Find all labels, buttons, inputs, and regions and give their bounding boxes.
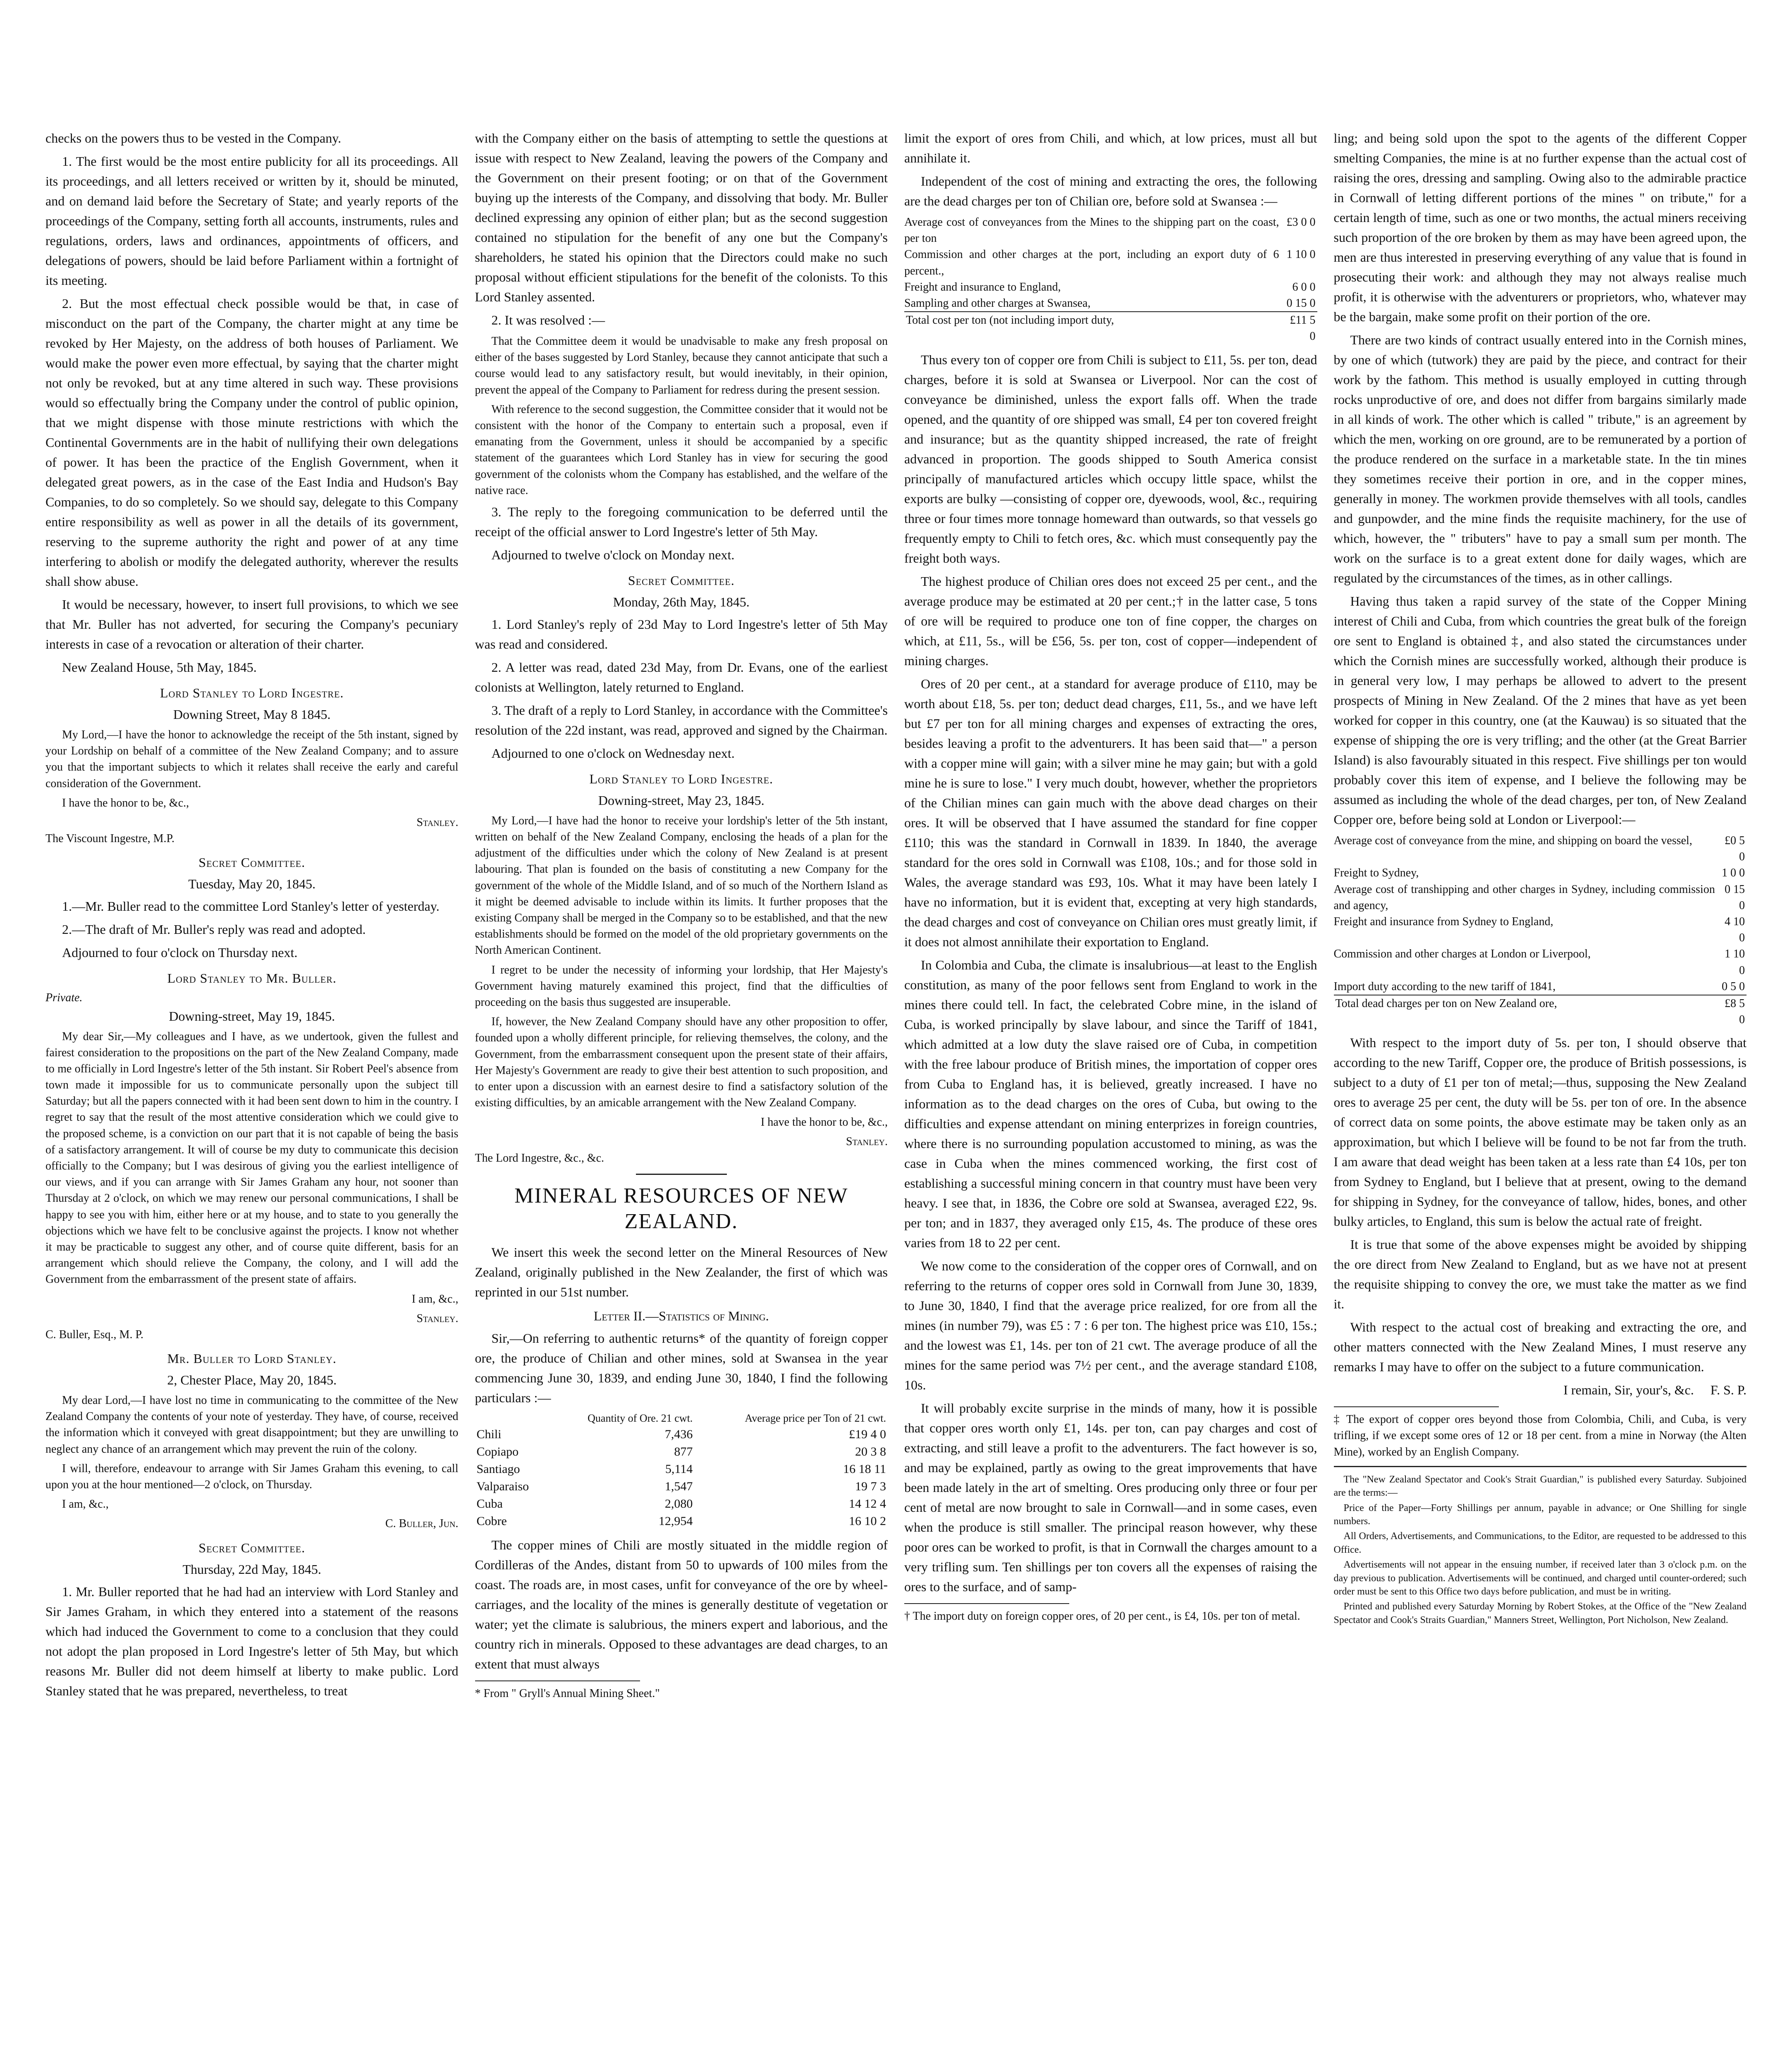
table-row [1334, 881, 1747, 914]
notice-line: Advertisements will not appear in the ensuing number, if received later than 3 o'clock p.m. on the day previous to publication. Advertisements will be continued, and charged until counter-ordered; such order must be sent to this Office two days before publication, and must be in writing. [1333, 1559, 1747, 1597]
minute: Adjourned to four o'clock on Thursday next. [62, 945, 298, 960]
letter-body: I will, therefore, endeavour to arrange with Sir James Graham this evening, to call upon you at the hour mentioned—2 o'clock, on Thursday. [45, 1462, 459, 1491]
table-row [904, 246, 1317, 279]
table-row [475, 1461, 888, 1478]
footnote-rule [1334, 1406, 1499, 1407]
cost-label: Commission and other charges at London or Liverpool, [1333, 948, 1591, 961]
private-label: Private. [45, 991, 83, 1005]
dateline: Downing-street, May 23, 1845. [598, 792, 765, 808]
cost-label: Freight and insurance to England, [904, 280, 1061, 294]
section-heading: Lord Stanley to Lord Ingestre. [589, 771, 774, 786]
closing-phrase: I remain, Sir, your's, &c. [1563, 1382, 1694, 1398]
table-cell-price: 20 3 8 [855, 1444, 886, 1458]
paragraph: Thus every ton of copper ore from Chili is subject to £11, 5s. per ton, dead charges, before it is sold at Swansea or Liverpool. Nor can the cost of conveyance be diminished, unless the export falls off. When the trade opened, and the quantity of ore shipped was small, £4 per ton covered freight and insurance; but as the quantity shipped increased, the rate of freight advanced in proportion. The goods shipped to South America consist principally of manufactured articles which occupy little space, whilst the exports are bulky —consisting of copper ore, dyewoods, wool, &c., requiring three or four times more tonnage homeward than outwards, so that vessels go frequently empty to Chili to fetch ores, &c. which must consequently pay the freight both ways. [904, 352, 1317, 566]
signature: C. Buller, Jun. [385, 1517, 459, 1530]
paragraph: We now come to the consideration of the copper ores of Cornwall, and on referring to the returns of copper ores sold in Cornwall from June 30, 1839, to June 30, 1840, I find that the average price realized, for ore from all the mines (in number 79), was £5 : 7 : 6 per ton. The highest price was £10, 15s.; and the lowest was £1, 14s. per ton of 21 cwt. The average produce of all the mines for the same period was 7½ per cent., and the average standard £108, 10s. [904, 1258, 1317, 1392]
paragraph: The copper mines of Chili are mostly situated in the middle region of Cordilleras of the Andes, distant from 50 to upwards of 100 miles from the coast. The roads are, in most cases, unfit for conveyance of the ore by wheel-carriages, and the locality of the mines is generally destitute of vegetation or water; yet the climate is salubrious, the miners expert and laborious, and the country rich in minerals. Opposed to these advantages are dead charges, to an extent that must always [475, 1537, 888, 1671]
cost-label: Freight and insurance from Sydney to England, [1333, 915, 1553, 928]
paragraph: checks on the powers thus to be vested in the Company. [45, 131, 342, 146]
paragraph: It is true that some of the above expenses might be avoided by shipping the ore direct from New Zealand to England, but as we have not at present the requisite shipping to convey the ore, we must take the matter as we find it. [1333, 1237, 1747, 1312]
cost-value: £0 5 0 [1725, 834, 1745, 864]
addressee: C. Buller, Esq., M. P. [45, 1328, 143, 1341]
cost-value: 1 10 0 [1286, 248, 1316, 261]
table-body [475, 1426, 888, 1530]
section-heading: Secret Committee. [628, 573, 735, 588]
section-heading: Lord Stanley to Lord Ingestre. [160, 685, 344, 700]
cost-label: Sampling and other charges at Swansea, [904, 296, 1091, 310]
letter-close [1334, 1380, 1747, 1400]
table-total-row [1334, 995, 1747, 1028]
total-value: £8 5 0 [1717, 995, 1747, 1028]
chilian-cost-table [904, 214, 1317, 345]
new-zealand-cost-table [1334, 833, 1747, 1028]
table-cell-price: £19 4 0 [849, 1427, 886, 1441]
paragraph: With respect to the import duty of 5s. per ton, I should observe that according to the new Tariff, Copper ore, the produce of British possessions, is subject to a duty of £1 per ton of metal;—thus, supposing the New Zealand ores to average 25 per cent, the duty will be 5s. per ton of ore. In the absence of correct data on some points, the above estimate may be taken only as an approximation, but which I believe will be found to be not far from the truth. I am aware that dead weight has been taken at a less rate than £4 10s, per ton from Sydney to England, but I believe that at present, owing to the demand for shipping in Sydney, for the conveyance of tallow, hides, bones, and other bulky articles, to England, this sum is below the actual rate of freight. [1333, 1035, 1747, 1229]
footnote-rule [904, 1603, 1069, 1604]
cost-value: 0 5 0 [1722, 980, 1745, 993]
cost-value: 4 10 0 [1725, 915, 1745, 945]
table-cell-place: Cobre [476, 1514, 507, 1528]
table-cell-price: 16 10 2 [849, 1514, 886, 1528]
paragraph: With respect to the actual cost of breaking and extracting the ore, and other matters connected with the New Zealand Mines, I must reserve any remarks I may have to offer on the subject to a future communication. [1333, 1320, 1747, 1375]
section-heading: Secret Committee. [198, 1540, 306, 1555]
table-header-place [475, 1411, 550, 1426]
table-total-row [904, 312, 1317, 344]
letter-body: I regret to be under the necessity of informing your lordship, that Her Majesty's Government having maturely examined this project, find that the difficulties of proceeding on the basis thus suggested are insuperable. [475, 963, 888, 1009]
cost-label: Freight to Sydney, [1333, 866, 1419, 880]
table-cell-quantity: 2,080 [664, 1497, 693, 1511]
minute: 1. Mr. Buller reported that he had had an interview with Lord Stanley and Sir James Graham, in which they entered into a statement of the reasons which had induced the Government to come to a conclusion that they could not adopt the plan proposed in Lord Ingestre's letter of 5th May, but which reasons Mr. Buller did not deem himself at liberty to make public. Lord Stanley stated that he was prepared, nevertheless, to treat [45, 1584, 459, 1698]
cost-label: Average cost of transhipping and other charges in Sydney, including commission and agency, [1333, 883, 1715, 912]
cost-label: Import duty according to the new tariff of 1841, [1333, 980, 1556, 993]
dateline: New Zealand House, 5th May, 1845. [62, 660, 257, 675]
paragraph: 2. But the most effectual check possible would be that, in case of misconduct on the part of the Company, the charter might at any time be revoked by Her Majesty, on the address of both houses of Parliament. We would make the power even more effectual, by saying that the charter might not only be revoked, but at any time altered in such way. These provisions would so effectually bring the Company under the control of public opinion, that we might dispense with those minute restrictions with which the Continental Governments are in the habit of nullifying their own delegations of power. It has been the practice of the English Government, when it delegated great powers, as in the case of the East India and Hudson's Bay Companies, to do so completely. So we should say, delegate to this Company entire responsibility as well as power in all the details of its government, reserving to the supreme authority the right and power of at any time interfering to abolish or modify the delegated authority, wherever the results shall show abuse. [45, 296, 459, 589]
article-title: MINERAL RESOURCES OF NEW ZEALAND. [514, 1184, 848, 1234]
column-4 [1334, 128, 1747, 2067]
paragraph: 2. It was resolved :— [491, 313, 605, 327]
letter-close: I am, &c., [411, 1292, 459, 1306]
section-heading: Secret Committee. [198, 855, 306, 870]
paragraph: Sir,—On referring to authentic returns* of the quantity of foreign copper ore, the produce of Chilian and other mines, sold at Swansea in the year commencing June 30, 1839, and ending June 30, 1840, I find the following particulars :— [475, 1330, 888, 1405]
table-row [904, 214, 1317, 246]
ore-sales-table [475, 1411, 888, 1530]
dateline: Downing-street, May 19, 1845. [169, 1008, 335, 1024]
cost-label: Commission and other charges at the port, including an export duty of 6 percent., [904, 248, 1279, 277]
table-row [904, 295, 1317, 312]
paragraph: ling; and being sold upon the spot to the agents of the different Copper smelting Companies, the mine is at no further expense than the actual cost of raising the ores, dressing and sampling. Owing also to the admirable practice in Cornwall of letting different portions of the mines " on tribute," for a certain length of time, such as one or two months, the actual miners receiving such proportion of the ore broken by them as may have been agreed upon, the men are thus interested in preserving everything of any value that is found in prosecuting their work: and although they may not always realise much profit, it is otherwise with the adventurers or proprietors, who, whatever may be the bargain, make some profit on their portion of the ore. [1333, 131, 1747, 324]
letter-close: I am, &c., [62, 1498, 109, 1511]
letter-title: Letter II.—Statistics of Mining. [593, 1308, 769, 1323]
signature: Stanley. [416, 816, 459, 829]
table-row [475, 1426, 888, 1443]
dateline: Downing Street, May 8 1845. [173, 707, 331, 722]
cost-value: 6 0 0 [1292, 280, 1316, 294]
column-3 [904, 128, 1317, 2067]
letter-body: If, however, the New Zealand Company should have any other proposition to offer, founded upon a wholly different principle, for relieving themselves, the colony, and the Government, from the embarrassment consequent upon the present state of their affairs, Her Majesty's Government are ready to give their best attention to such proposition, and to enter upon a discussion with an earnest desire to find a satisfactory solution of the existing difficulties, by an amicable arrangement with the New Zealand Company. [475, 1015, 888, 1110]
table-cell-place: Copiapo [476, 1444, 519, 1458]
notice-line: The "New Zealand Spectator and Cook's Strait Guardian," is published every Saturday. Subjoined are the terms:— [1333, 1474, 1747, 1499]
paragraph: In Colombia and Cuba, the climate is insalubrious—at least to the English constitution, as many of the poor fellows sent from England to work in the mines there could tell. In fact, the celebrated Cobre mine, in the island of Cuba, is worked principally by slave labour, and since the Tariff of 1841, which admitted at a low duty the slave raised ore of Cuba, in competition with the free labour produce of British mines, the importation of copper ores from Cuba to England has, it is believed, greatly increased. I have no information as to the dead charges on the ores of Cuba, but owing to the difficulties and expense attendant on mining enterprizes in foreign countries, where there is no surrounding population accustomed to mining, as was the case in Cuba when the mines commenced working, the first cost of establishing a successful mining concern in that country must have been very heavy. I see that, in 1836, the Cobre ore sold at Swansea, averaged £22, 9s. per ton; and in 1837, they averaged only £15, 4s. The produce of these ores varies from 18 to 22 per cent. [904, 957, 1317, 1250]
footnote-rule [475, 1680, 640, 1681]
table-body [1334, 833, 1747, 995]
footnote: * From " Gryll's Annual Mining Sheet." [475, 1687, 660, 1700]
minute: 1.—Mr. Buller read to the committee Lord Stanley's letter of yesterday. [62, 899, 440, 914]
letter-body: My Lord,—I have the honor to acknowledge the receipt of the 5th instant, signed by your Lordship on behalf of a committee of the New Zealand Company; and to assure you that the important subjects to which it relates shall receive the early and careful consideration of the Government. [45, 728, 459, 790]
total-value: £11 5 0 [1281, 312, 1317, 344]
table-row [1334, 979, 1747, 995]
dateline: Thursday, 22d May, 1845. [182, 1561, 321, 1577]
table-cell-quantity: 877 [674, 1444, 693, 1458]
table-cell-price: 14 12 4 [849, 1497, 886, 1511]
table-row [475, 1443, 888, 1461]
paragraph: There are two kinds of contract usually entered into in the Cornish mines, by one of which (tutwork) they are paid by the piece, and contract for their work by the fathom. This method is usually employed in cutting through rocks unproductive of ore, and does not differ from bargains similarly made in all kinds of work. The other which is called " tribute," is an agreement by which the men, working on ore ground, are to be remunerated by a portion of the produce rendered on the surface in a marketable state. In the tin mines they sometimes receive their portion in ore, and in the copper mines, generally in money. The workmen provide themselves with all tools, candles and gunpowder, and the mine finds the requisite machinery, for the use of which, however, the " tributers" have to pay a small sum per month. The work on the surface is to a great extent done for daily wages, which are regulated by the circumstances of the times, as in other callings. [1333, 332, 1747, 585]
divider [636, 1174, 727, 1175]
table-row [475, 1478, 888, 1495]
notice-line: All Orders, Advertisements, and Communications, to the Editor, are requested to be addressed to this Office. [1333, 1531, 1747, 1555]
table-cell-place: Santiago [476, 1462, 520, 1476]
addressee: The Viscount Ingestre, M.P. [45, 832, 174, 845]
table-cell-price: 19 7 3 [855, 1479, 886, 1493]
table-cell-quantity: 5,114 [665, 1462, 693, 1476]
table-header-quantity: Quantity of Ore. 21 cwt. [588, 1412, 693, 1424]
table-cell-quantity: 1,547 [664, 1479, 693, 1493]
resolution: With reference to the second suggestion, the Committee consider that it would not be consistent with the honor of the Company to entertain such a proposal, even if emanating from the Government, unless it should be accompanied by a specific statement of the guarantees which Lord Stanley has in view for securing the good government of the colonists whom the Company has established, and the welfare of the native race. [475, 403, 888, 497]
table-cell-quantity: 12,954 [658, 1514, 693, 1528]
total-label: Total cost per ton (not including import duty, [904, 312, 1281, 344]
table-header-price: Average price per Ton of 21 cwt. [745, 1412, 886, 1424]
table-row [475, 1513, 888, 1530]
cost-value: 0 15 0 [1286, 296, 1316, 310]
table-row [1334, 914, 1747, 946]
table-row [475, 1495, 888, 1513]
table-row [1334, 865, 1747, 881]
dateline: Monday, 26th May, 1845. [613, 594, 750, 609]
paragraph: 3. The reply to the foregoing communication to be deferred until the receipt of the official answer to Lord Ingestre's letter of 5th May. [475, 504, 888, 539]
footnote: † The import duty on foreign copper ores, of 20 per cent., is £4, 10s. per ton of metal. [904, 1609, 1300, 1623]
signature-initials: F. S. P. [1710, 1382, 1747, 1398]
table-cell-place: Chili [476, 1427, 502, 1441]
column-2 [475, 128, 888, 2067]
paragraph: with the Company either on the basis of attempting to settle the questions at issue with respect to New Zealand, leaving the powers of the Company and the Government on their present footing; or on that of the Government buying up the interests of the Company, and dissolving that body. Mr. Buller declined expressing any opinion of either plan; but as the second suggestion contained no stipulation for the benefit of any one but the Company's shareholders, he stated his opinion that the Directors could make no such proposal without efficient stipulations for the benefit of the colonists. To this Lord Stanley assented. [475, 131, 888, 304]
cost-label: Average cost of conveyance from the mine, and shipping on board the vessel, [1333, 834, 1692, 847]
minute: 2. A letter was read, dated 23d May, from Dr. Evans, one of the earliest colonists at Wellington, lately returned to England. [475, 659, 888, 695]
cost-value: 1 10 0 [1725, 948, 1745, 977]
paragraph: Independent of the cost of mining and extracting the ores, the following are the dead charges per ton of Chilian ore, before sold at Swansea :— [904, 174, 1317, 208]
addressee: The Lord Ingestre, &c., &c. [475, 1151, 605, 1165]
notice-line: Printed and published every Saturday Morning by Robert Stokes, at the Office of the "New Zealand Spectator and Cook's Straits Guardian," Manners Street, Wellington, Port Nicholson, New Zealand. [1333, 1601, 1747, 1625]
signature: Stanley. [416, 1312, 459, 1325]
cost-value: 1 0 0 [1722, 866, 1745, 880]
paragraph: It would be necessary, however, to insert full provisions, to which we see that Mr. Buller has not adverted, for securing the Company's pecuniary interests in case of a revocation or alteration of their charter. [45, 597, 459, 652]
table-cell-price: 16 18 11 [843, 1462, 886, 1476]
footnote: ‡ The export of copper ores beyond those from Colombia, Chili, and Cuba, is very trifling, if we except some ores of 12 or 18 per cent. from a mine in Norway (the Alten Mine), worked by an English Company. [1333, 1413, 1747, 1458]
paragraph: limit the export of ores from Chili, and which, at low prices, must all but annihilate it. [904, 131, 1317, 165]
paragraph: 1. The first would be the most entire publicity for all its proceedings. All its proceedings, and all letters received or written by it, should be minuted, and on demand laid before the Secretary of State; and yearly reports of the proceedings of the Company, setting forth all accounts, instruments, rules and regulations, orders, laws and ordinances, appointments of officers, and delegations of powers, should be laid before Parliament within a fortnight of its meeting. [45, 154, 459, 288]
table-row [1334, 946, 1747, 978]
resolution: That the Committee deem it would be unadvisable to make any fresh proposal on either of the bases suggested by Lord Stanley, because they cannot anticipate that such a course would lead to any satisfactory result, but would inevitably, in their opinion, prevent the appeal of the Company to Parliament for redress during the present session. [475, 335, 888, 396]
cost-value: 0 15 0 [1725, 883, 1745, 912]
minute: 3. The draft of a reply to Lord Stanley, in accordance with the Committee's resolution of the 22d instant, was read, approved and signed by the Chairman. [475, 702, 888, 738]
dateline: Tuesday, May 20, 1845. [188, 876, 316, 892]
letter-close: I have the honor to be, &c., [760, 1116, 888, 1129]
table-cell-quantity: 7,436 [664, 1427, 693, 1441]
paragraph: Ores of 20 per cent., at a standard for average produce of £110, may be worth about £18, 5s. per ton; deduct dead charges, £11, 5s., and we have left but £7 per ton for all mining charges and expenses of extracting the ores, besides leaving a profit to the adventurers. It has been said that—" a person with a copper mine will gain; with a silver mine he may gain; but with a gold mine he is sure to lose." I very much doubt, however, whether the proprietors of the Chilian mines can gain much with the above dead charges on their ores. It will be observed that I have assumed the standard for fine copper £110; this was the standard in Cornwall in 1839. In 1840, the average standard for the ores sold in Cornwall was £108, 10s.; and for those sold in Wales, the average standard was £93, 10s. What it may have been lately I have no information, but it is evident that, excepting at very high standards, the dead charges and cost of conveyance on Chilian ores must greatly limit, if it does not almost annihilate their exportation to England. [904, 676, 1317, 949]
letter-body: My dear Sir,—My colleagues and I have, as we undertook, given the fullest and fairest consideration to the propositions on the part of the New Zealand Company, made to me officially in Lord Ingestre's letter of the 5th instant. Sir Robert Peel's absence from town made it impossible for us to communicate personally upon the subject till Saturday; but all the papers connected with it had been sent down to him in the country. I regret to say that the result of the most attentive consideration which we could give to the proposed scheme, is a conviction on our part that it is not capable of being the basis of a satisfactory arrangement. It will of course be my duty to communicate this decision officially to the Company; but I was desirous of giving you the earliest intelligence of our views, and if you can arrange with Sir James Graham any hour, not sooner than Thursday at 2 o'clock, on which we may renew our personal communications, I shall be happy to see you with him, either here or at my house, and to state to you generally the objections which we have felt to be conclusive against the projects. I know not whether it may be practicable to suggest any other, and of course quite different, basis for an arrangement which should relieve the Company, the colony, and I will add the Government from the embarrassment of the present state of affairs. [45, 1030, 459, 1286]
paragraph: Adjourned to twelve o'clock on Monday next. [491, 547, 735, 562]
total-label: Total dead charges per ton on New Zealand ore, [1334, 995, 1717, 1028]
letter-close: I have the honor to be, &c., [62, 796, 189, 809]
table-cell-place: Cuba [476, 1497, 503, 1511]
column-1 [45, 128, 459, 2067]
paragraph: The highest produce of Chilian ores does not exceed 25 per cent., and the average produce may be estimated at 20 per cent.;† in the latter case, 5 tons of ore will be required to produce one ton of fine copper, the charges on which, at £11, 5s., will be £56, 5s. per ton, cost of copper—independent of mining charges. [904, 573, 1317, 668]
letter-body: My Lord,—I have had the honor to receive your lordship's letter of the 5th instant, written on behalf of the New Zealand Company, enclosing the heads of a plan for the adjustment of the difficulties under which the colony of New Zealand is at present labouring. That plan is founded on the basis of constituting a new Company for the government of the whole of the Middle Island, and of so much of the Northern Island as it might be deemed advisable to include within its limits. It further proposes that the existing Company shall be merged in the Company so to be established, and that the new establishments should be formed on the model of the old proprietary governments on the North American Continent. [475, 814, 888, 957]
minute: 2.—The draft of Mr. Buller's reply was read and adopted. [62, 922, 366, 937]
paragraph: Having thus taken a rapid survey of the state of the Copper Mining interest of Chili and Cuba, from which countries the great bulk of the foreign ore sent to England is obtained ‡, and also stated the circumstances under which the Cornish mines are successfully worked, although their produce is in general very low, I may perhaps be allowed to advert to the present prospects of Mining in New Zealand. Of the 2 mines that have as yet been worked for copper in this country, one (at the Kauwau) is so situated that the expense of shipping the ore is very trifling; and the other (at the Great Barrier Island) is also favourably situated in this respect. Five shillings per ton would probably cover this item of expense, and I believe the following may be assumed as including the whole of the dead charges, per ton, of New Zealand Copper ore, before being sold at London or Liverpool:— [1333, 594, 1747, 827]
table-body [904, 214, 1317, 312]
publication-notice [1334, 1466, 1747, 1627]
minute: Adjourned to one o'clock on Wednesday next. [491, 745, 735, 761]
dateline: 2, Chester Place, May 20, 1845. [167, 1372, 337, 1388]
section-heading: Mr. Buller to Lord Stanley. [167, 1351, 337, 1366]
article-intro: We insert this week the second letter on the Mineral Resources of New Zealand, originally published in the New Zealander, the first of which was reprinted in our 51st number. [475, 1244, 888, 1299]
table-row [1334, 833, 1747, 865]
table-cell-place: Valparaiso [476, 1479, 529, 1493]
minute: 1. Lord Stanley's reply of 23d May to Lord Ingestre's letter of 5th May was read and considered. [475, 616, 888, 652]
notice-line: Price of the Paper—Forty Shillings per annum, payable in advance; or One Shilling for single numbers. [1333, 1502, 1747, 1527]
table-header-row [475, 1411, 888, 1426]
signature: Stanley. [846, 1135, 888, 1148]
table-row [904, 279, 1317, 295]
section-heading: Lord Stanley to Mr. Buller. [167, 971, 337, 986]
cost-label: Average cost of conveyances from the Mines to the shipping part on the coast, per ton [904, 216, 1279, 245]
paragraph: It will probably excite surprise in the minds of many, how it is possible that copper ores worth only £1, 14s. per ton, can pay charges and cost of extracting, and still leave a profit to the adventurers. The fact however is so, and may be explained, partly as owing to the great improvements that have been made lately in the art of smelting. Ores producing only three or four per cent of metal are now brought to sale in Cornwall—and in some cases, even when the produce is still smaller. The principal reason however, why these poor ores can be worked to profit, is that in Cornwall the charges amount to a very trifling sum. Ten shillings per ton covers all the expenses of raising the ores to the surface, and of samp- [904, 1400, 1317, 1594]
letter-body: My dear Lord,—I have lost no time in communicating to the committee of the New Zealand Company the contents of your note of yesterday. They have, of course, received the information which it conveyed with great disappointment; but they are unwilling to neglect any chance of an arrangement which may prevent the ruin of the colony. [45, 1394, 459, 1456]
cost-value: £3 0 0 [1286, 216, 1316, 229]
